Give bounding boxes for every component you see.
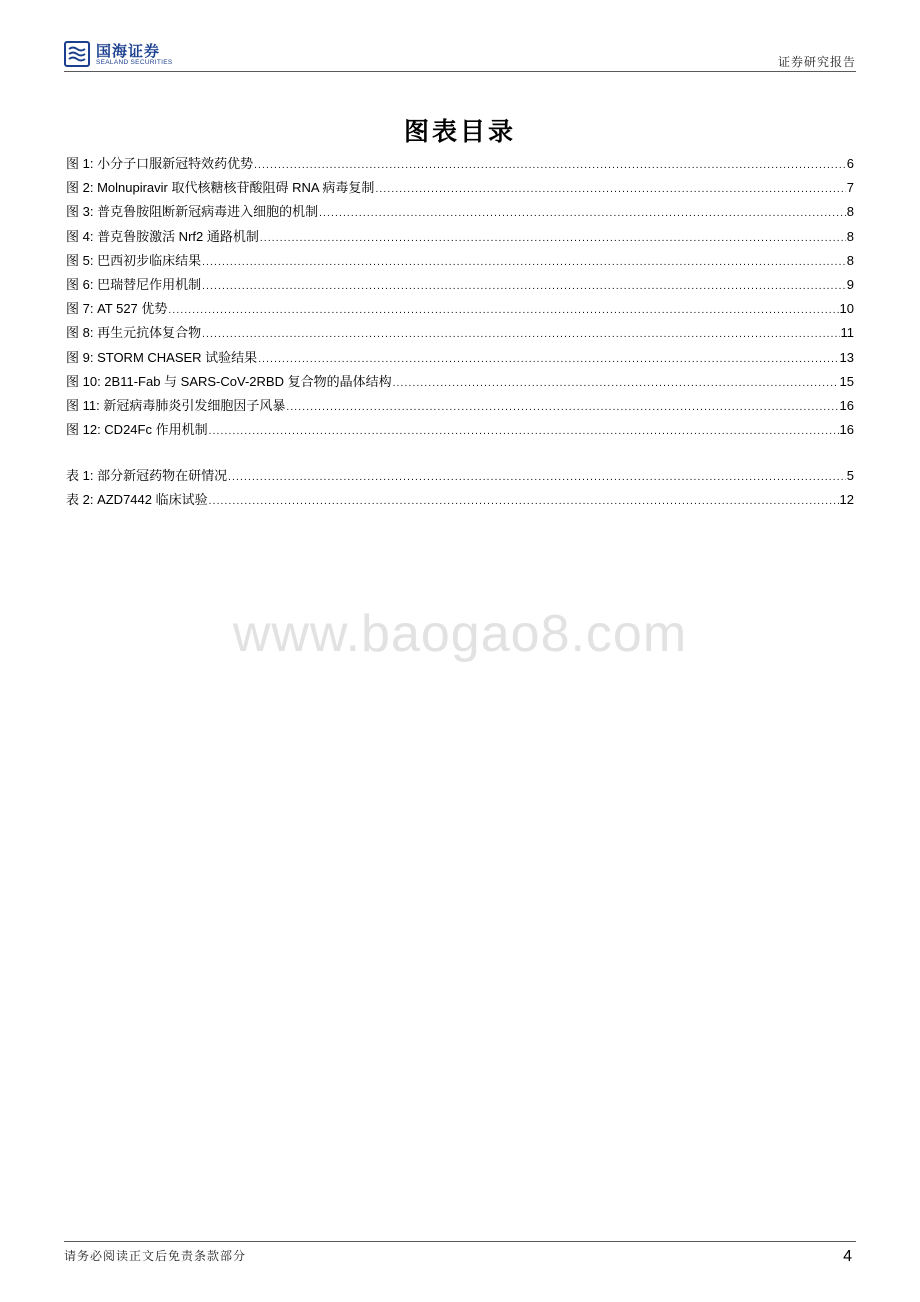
toc-entry-page: 16 (839, 422, 854, 438)
toc-entry-page: 9 (846, 276, 854, 292)
toc-entry-label: 图 1: 小分子口服新冠特效药优势 (66, 156, 254, 171)
dot-leader (202, 257, 846, 268)
dot-leader (254, 160, 846, 171)
disclaimer-notice: 请务必阅读正文后免责条款部分 (64, 1249, 247, 1263)
toc-entry-label: 图 9: STORM CHASER 试验结果 (66, 349, 258, 365)
toc-entry-page: 10 (839, 301, 854, 317)
toc-entry-page: 8 (846, 228, 854, 244)
toc-entry-label: 图 4: 普克鲁胺激活 Nrf2 通路机制 (66, 228, 259, 244)
dot-leader (209, 426, 839, 437)
toc-entry-page: 16 (839, 397, 854, 413)
toc-entry-figure-5[interactable] (66, 250, 854, 274)
toc-entry-figure-11[interactable] (66, 395, 854, 419)
page-footer (64, 1241, 856, 1272)
toc-entry-page: 8 (846, 252, 854, 268)
toc-entry-table-2[interactable] (66, 489, 854, 513)
toc-entry-label: 图 2: Molnupiravir 取代核糖核苷酸阻碍 RNA 病毒复制 (66, 180, 375, 196)
toc-entry-label: 图 6: 巴瑞替尼作用机制 (66, 276, 202, 292)
toc-entry-figure-12[interactable] (66, 419, 854, 443)
toc-entry-figure-10[interactable] (66, 371, 854, 395)
toc-entry-figure-2[interactable] (66, 177, 854, 201)
table-list (66, 465, 854, 513)
toc-entry-page: 6 (846, 156, 854, 171)
toc-entry-figure-9[interactable] (66, 347, 854, 371)
dot-leader (375, 184, 845, 195)
report-type-label: 证券研究报告 (777, 55, 856, 69)
toc-entry-label: 图 12: CD24Fc 作用机制 (66, 422, 208, 438)
toc-entry-page: 11 (840, 325, 854, 341)
toc-entry-table-1[interactable] (66, 465, 854, 489)
toc-entry-figure-6[interactable] (66, 274, 854, 298)
dot-leader (202, 329, 839, 340)
toc-entry-page: 5 (846, 468, 854, 483)
toc-entry-figure-3[interactable] (66, 201, 854, 225)
dot-leader (228, 472, 846, 483)
dot-leader (393, 378, 839, 389)
dot-leader (258, 354, 838, 365)
toc-entry-label: 图 5: 巴西初步临床结果 (66, 252, 202, 268)
toc-entry-figure-4[interactable] (66, 226, 854, 250)
toc-entry-label: 图 11: 新冠病毒肺炎引发细胞因子风暴 (66, 397, 286, 413)
page-title: 图表目录 (403, 117, 516, 146)
toc-entry-label: 表 1: 部分新冠药物在研情况 (66, 468, 228, 483)
watermark: www.baogao8.com (232, 605, 688, 663)
page-number: 4 (843, 1248, 852, 1265)
dot-leader (202, 281, 846, 292)
toc-entry-page: 15 (839, 373, 854, 389)
page-header (64, 38, 856, 72)
toc-entry-page: 7 (846, 180, 854, 196)
logo-chinese-name: 国海证券 (96, 42, 161, 60)
toc-entry-figure-8[interactable] (66, 322, 854, 346)
toc-entry-label: 图 8: 再生元抗体复合物 (66, 325, 202, 341)
logo-english-name: SEALAND SECURITIES (96, 59, 173, 66)
toc-entry-label: 图 7: AT 527 优势 (66, 301, 168, 317)
toc-entry-label: 图 10: 2B11-Fab 与 SARS-CoV-2RBD 复合物的晶体结构 (66, 373, 392, 389)
dot-leader (168, 305, 838, 316)
toc-entry-label: 图 3: 普克鲁胺阻断新冠病毒进入细胞的机制 (66, 204, 319, 220)
toc-entry-page: 8 (846, 204, 854, 220)
figure-list (66, 153, 854, 443)
toc-entry-figure-7[interactable] (66, 298, 854, 322)
sealand-logo-icon (64, 41, 90, 67)
dot-leader (286, 402, 838, 413)
toc-entry-label: 表 2: AZD7442 临床试验 (66, 492, 208, 508)
toc-entry-page: 12 (839, 492, 854, 508)
dot-leader (260, 233, 846, 244)
dot-leader (319, 208, 846, 219)
toc-entry-figure-1[interactable] (66, 153, 854, 177)
dot-leader (209, 496, 839, 507)
toc-entry-page: 13 (839, 349, 854, 365)
